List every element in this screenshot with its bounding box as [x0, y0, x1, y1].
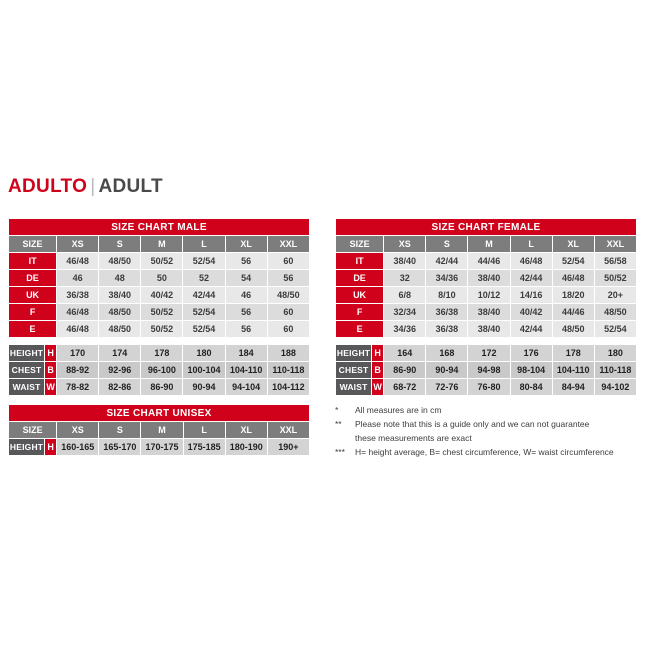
unisex-col-xs: XS: [57, 422, 99, 439]
table-column-header-row: [9, 236, 310, 253]
female-row-label-it: IT: [336, 253, 384, 270]
female-measure-cell: 94-98: [468, 362, 510, 379]
note-marker: [335, 432, 355, 445]
female-cell: 32: [384, 270, 426, 287]
female-cell: 52/54: [552, 253, 594, 270]
size-chart-unisex-table: [8, 404, 310, 456]
table-row: [9, 345, 310, 362]
male-cell: 56: [225, 304, 267, 321]
male-cell: 46/48: [57, 321, 99, 338]
size-chart-female-table: [335, 218, 637, 396]
male-measure-cell: 88-92: [57, 362, 99, 379]
female-measure-cell: 98-104: [510, 362, 552, 379]
female-row-label-de: DE: [336, 270, 384, 287]
male-cell: 52/54: [183, 321, 225, 338]
male-measure-cell: 110-118: [267, 362, 309, 379]
male-cell: 46: [225, 287, 267, 304]
table-row: [336, 321, 637, 338]
page-title: [8, 176, 163, 198]
unisex-measure-label-height: HEIGHT: [9, 439, 45, 456]
unisex-table-header: SIZE CHART UNISEX: [9, 405, 310, 422]
male-cell: 48/50: [99, 304, 141, 321]
female-cell: 42/44: [510, 321, 552, 338]
table-row: [9, 379, 310, 396]
unisex-size-label: SIZE: [9, 422, 57, 439]
male-measure-cell: 178: [141, 345, 183, 362]
note-marker: *: [335, 405, 339, 415]
female-measure-code-h: H: [372, 345, 384, 362]
female-measure-cell: 94-102: [594, 379, 636, 396]
male-row-label-uk: UK: [9, 287, 57, 304]
male-measure-code-h: H: [45, 345, 57, 362]
male-measure-cell: 180: [183, 345, 225, 362]
male-measure-cell: 100-104: [183, 362, 225, 379]
male-cell: 60: [267, 253, 309, 270]
note-text: H= height average, B= chest circumference, W= waist circumference: [355, 447, 614, 457]
male-cell: 42/44: [183, 287, 225, 304]
unisex-measure-cell: 170-175: [141, 439, 183, 456]
female-cell: 14/16: [510, 287, 552, 304]
male-cell: 52/54: [183, 253, 225, 270]
male-cell: 60: [267, 321, 309, 338]
female-measure-cell: 178: [552, 345, 594, 362]
male-cell: 56: [225, 321, 267, 338]
female-measure-cell: 80-84: [510, 379, 552, 396]
male-cell: 46: [57, 270, 99, 287]
unisex-measure-cell: 165-170: [99, 439, 141, 456]
female-cell: 48/50: [594, 304, 636, 321]
note-marker: **: [335, 419, 342, 429]
female-cell: 6/8: [384, 287, 426, 304]
note-marker: ***: [335, 447, 345, 457]
table-row: [9, 270, 310, 287]
male-cell: 36/38: [57, 287, 99, 304]
female-cell: 46/48: [510, 253, 552, 270]
unisex-measure-cell: 190+: [267, 439, 309, 456]
female-col-s: S: [426, 236, 468, 253]
note-text: Please note that this is a guide only and we can not guarantee: [355, 419, 590, 429]
male-measure-cell: 90-94: [183, 379, 225, 396]
note-item: [335, 418, 645, 431]
female-measure-label-waist: WAIST: [336, 379, 372, 396]
table-header-row: [9, 405, 310, 422]
male-measure-cell: 188: [267, 345, 309, 362]
male-cell: 56: [267, 270, 309, 287]
note-text: these measurements are exact: [355, 433, 472, 443]
female-measure-code-w: W: [372, 379, 384, 396]
male-row-label-e: E: [9, 321, 57, 338]
table-row: [336, 362, 637, 379]
male-cell: 50/52: [141, 253, 183, 270]
female-cell: 44/46: [468, 253, 510, 270]
female-cell: 10/12: [468, 287, 510, 304]
male-cell: 48/50: [267, 287, 309, 304]
female-measure-cell: 86-90: [384, 362, 426, 379]
male-measure-label-height: HEIGHT: [9, 345, 45, 362]
unisex-measure-cell: 180-190: [225, 439, 267, 456]
male-cell: 52/54: [183, 304, 225, 321]
male-measure-cell: 86-90: [141, 379, 183, 396]
table-column-header-row: [9, 422, 310, 439]
table-row: [9, 321, 310, 338]
table-row: [336, 379, 637, 396]
female-measure-cell: 84-94: [552, 379, 594, 396]
female-measure-label-height: HEIGHT: [336, 345, 372, 362]
female-cell: 50/52: [594, 270, 636, 287]
female-cell: 40/42: [510, 304, 552, 321]
female-row-label-e: E: [336, 321, 384, 338]
male-cell: 38/40: [99, 287, 141, 304]
male-col-xl: XL: [225, 236, 267, 253]
male-cell: 46/48: [57, 304, 99, 321]
male-col-s: S: [99, 236, 141, 253]
female-measure-cell: 76-80: [468, 379, 510, 396]
female-cell: 42/44: [426, 253, 468, 270]
notes-block: [335, 404, 645, 460]
female-cell: 34/36: [426, 270, 468, 287]
page-title-secondary: ADULT: [98, 176, 163, 197]
female-cell: 38/40: [468, 304, 510, 321]
table-header-row: [9, 219, 310, 236]
male-measure-label-chest: CHEST: [9, 362, 45, 379]
male-table-header: SIZE CHART MALE: [9, 219, 310, 236]
female-col-l: L: [510, 236, 552, 253]
male-measure-cell: 104-112: [267, 379, 309, 396]
female-measure-label-chest: CHEST: [336, 362, 372, 379]
male-cell: 50/52: [141, 304, 183, 321]
table-row: [336, 345, 637, 362]
female-cell: 34/36: [384, 321, 426, 338]
female-cell: 48/50: [552, 321, 594, 338]
note-text: All measures are in cm: [355, 405, 442, 415]
table-column-header-row: [336, 236, 637, 253]
female-col-xs: XS: [384, 236, 426, 253]
table-row: [336, 253, 637, 270]
female-col-m: M: [468, 236, 510, 253]
female-measure-cell: 180: [594, 345, 636, 362]
female-measure-cell: 164: [384, 345, 426, 362]
female-cell: 36/38: [426, 321, 468, 338]
female-measure-cell: 110-118: [594, 362, 636, 379]
male-measure-cell: 170: [57, 345, 99, 362]
male-cell: 40/42: [141, 287, 183, 304]
female-cell: 38/40: [468, 270, 510, 287]
unisex-measure-code-h: H: [45, 439, 57, 456]
table-row: [9, 253, 310, 270]
female-cell: 56/58: [594, 253, 636, 270]
male-measure-cell: 92-96: [99, 362, 141, 379]
male-measure-cell: 104-110: [225, 362, 267, 379]
female-cell: 20+: [594, 287, 636, 304]
male-measure-code-b: B: [45, 362, 57, 379]
female-cell: 18/20: [552, 287, 594, 304]
unisex-col-m: M: [141, 422, 183, 439]
male-measure-cell: 94-104: [225, 379, 267, 396]
page-title-primary: ADULTO: [8, 176, 88, 197]
male-cell: 48/50: [99, 253, 141, 270]
male-col-m: M: [141, 236, 183, 253]
female-cell: 38/40: [468, 321, 510, 338]
male-col-l: L: [183, 236, 225, 253]
female-cell: 46/48: [552, 270, 594, 287]
male-row-label-it: IT: [9, 253, 57, 270]
female-col-xl: XL: [552, 236, 594, 253]
unisex-measure-cell: 175-185: [183, 439, 225, 456]
female-size-label: SIZE: [336, 236, 384, 253]
table-row: [336, 270, 637, 287]
male-col-xs: XS: [57, 236, 99, 253]
page-title-separator: |: [90, 176, 96, 197]
male-measure-label-waist: WAIST: [9, 379, 45, 396]
male-cell: 52: [183, 270, 225, 287]
female-measure-cell: 176: [510, 345, 552, 362]
size-chart-male-table: [8, 218, 310, 396]
female-measure-cell: 68-72: [384, 379, 426, 396]
female-table-header: SIZE CHART FEMALE: [336, 219, 637, 236]
male-measure-code-w: W: [45, 379, 57, 396]
female-measure-cell: 172: [468, 345, 510, 362]
female-cell: 42/44: [510, 270, 552, 287]
table-header-row: [336, 219, 637, 236]
table-row: [336, 304, 637, 321]
male-row-label-de: DE: [9, 270, 57, 287]
male-cell: 50: [141, 270, 183, 287]
female-col-xxl: XXL: [594, 236, 636, 253]
male-measure-cell: 78-82: [57, 379, 99, 396]
female-cell: 8/10: [426, 287, 468, 304]
male-cell: 48: [99, 270, 141, 287]
table-row: [9, 439, 310, 456]
table-row: [336, 287, 637, 304]
unisex-col-xl: XL: [225, 422, 267, 439]
male-cell: 48/50: [99, 321, 141, 338]
male-size-label: SIZE: [9, 236, 57, 253]
female-measure-cell: 104-110: [552, 362, 594, 379]
spacer: [336, 338, 637, 345]
male-cell: 56: [225, 253, 267, 270]
table-row: [9, 287, 310, 304]
note-item: [335, 446, 645, 459]
unisex-col-xxl: XXL: [267, 422, 309, 439]
unisex-measure-cell: 160-165: [57, 439, 99, 456]
table-row: [9, 362, 310, 379]
male-measure-cell: 82-86: [99, 379, 141, 396]
female-cell: 44/46: [552, 304, 594, 321]
note-item: [335, 432, 645, 445]
female-row-label-f: F: [336, 304, 384, 321]
note-item: [335, 404, 645, 417]
female-row-label-uk: UK: [336, 287, 384, 304]
female-measure-code-b: B: [372, 362, 384, 379]
female-measure-cell: 168: [426, 345, 468, 362]
spacer: [9, 338, 310, 345]
male-measure-cell: 96-100: [141, 362, 183, 379]
female-measure-cell: 72-76: [426, 379, 468, 396]
female-cell: 36/38: [426, 304, 468, 321]
male-cell: 60: [267, 304, 309, 321]
male-cell: 46/48: [57, 253, 99, 270]
female-cell: 52/54: [594, 321, 636, 338]
male-measure-cell: 184: [225, 345, 267, 362]
female-cell: 32/34: [384, 304, 426, 321]
unisex-col-s: S: [99, 422, 141, 439]
male-cell: 54: [225, 270, 267, 287]
female-cell: 38/40: [384, 253, 426, 270]
male-row-label-f: F: [9, 304, 57, 321]
male-measure-cell: 174: [99, 345, 141, 362]
male-col-xxl: XXL: [267, 236, 309, 253]
male-cell: 50/52: [141, 321, 183, 338]
female-measure-cell: 90-94: [426, 362, 468, 379]
table-row: [9, 304, 310, 321]
unisex-col-l: L: [183, 422, 225, 439]
